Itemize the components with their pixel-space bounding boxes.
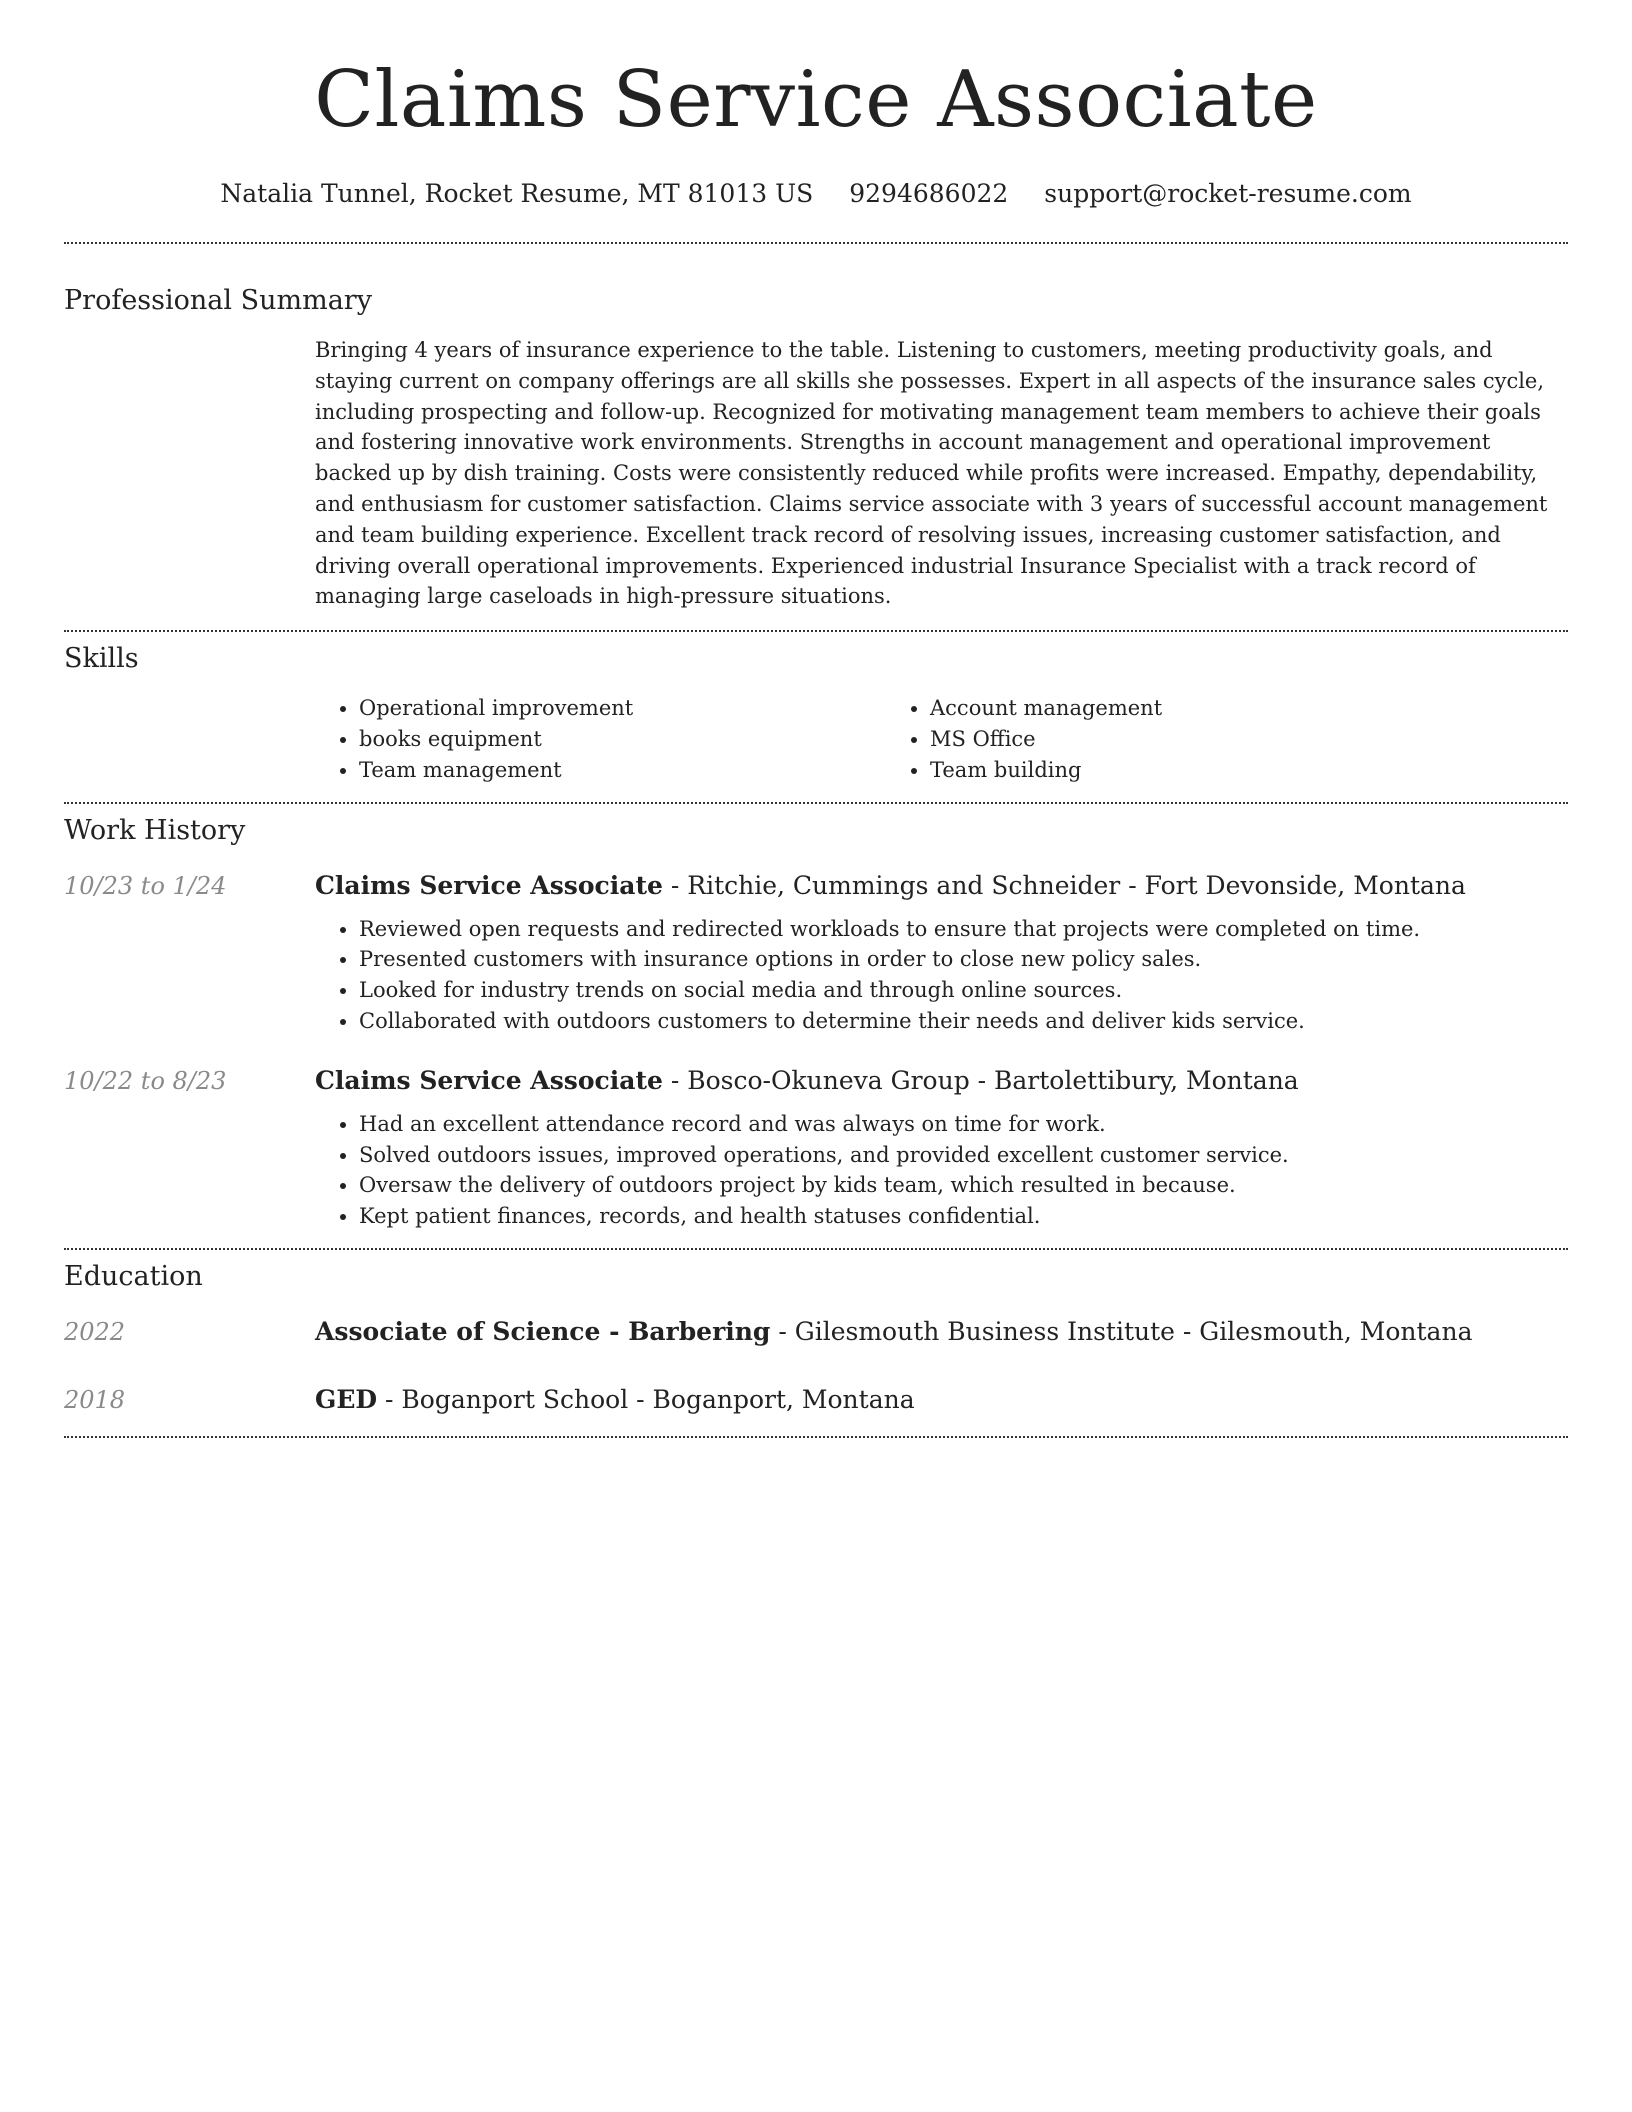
divider [64, 1436, 1568, 1438]
resume-header [64, 0, 1568, 210]
job-bullets [315, 914, 1568, 1037]
job-entry [64, 1065, 1568, 1232]
resume-page [64, 0, 1568, 1438]
education-section [64, 1260, 1568, 1416]
skill-item: • Account management [930, 693, 1457, 724]
skill-item: • books equipment [359, 724, 886, 755]
list-item: • Collaborated with outdoors customers to determine their needs and deliver kids service. [359, 1006, 1568, 1037]
education-degree: Associate of Science - Barbering [315, 1316, 771, 1346]
list-item: • Looked for industry trends on social media and through online sources. [359, 975, 1568, 1006]
education-entry [64, 1384, 1568, 1416]
job-details: - Bosco-Okuneva Group - Bartolettibury, Montana [662, 1065, 1299, 1095]
section-heading-skills: Skills [64, 643, 139, 675]
list-item: • Oversaw the delivery of outdoors project by kids team, which resulted in because. [359, 1170, 1568, 1201]
skills-column-left [315, 693, 886, 785]
skills-column-right [886, 693, 1457, 785]
skill-item: • Team management [359, 755, 886, 786]
education-details: - Gilesmouth Business Institute - Gilesmouth, Montana [770, 1316, 1473, 1346]
divider [64, 802, 1568, 804]
job-entry [64, 870, 1568, 1037]
education-year: 2022 [64, 1317, 126, 1346]
list-item: • Kept patient finances, records, and health statuses confidential. [359, 1201, 1568, 1232]
education-details: - Boganport School - Boganport, Montana [377, 1384, 915, 1414]
contact-email: support@rocket-resume.com [1044, 179, 1412, 208]
section-heading-education: Education [64, 1260, 203, 1292]
list-item: • Presented customers with insurance options in order to close new policy sales. [359, 944, 1568, 975]
job-dates: 10/23 to 1/24 [64, 871, 227, 900]
skill-item: • Team building [930, 755, 1457, 786]
skills-section [64, 642, 1568, 785]
summary-section [64, 284, 1568, 612]
job-role: Claims Service Associate [315, 1065, 663, 1095]
skill-item: • Operational improvement [359, 693, 886, 724]
education-title [315, 1384, 1568, 1416]
skills-list [315, 693, 1568, 785]
divider [64, 242, 1568, 244]
job-details: - Ritchie, Cummings and Schneider - Fort Devonside, Montana [662, 870, 1466, 900]
education-entry [64, 1316, 1568, 1348]
skill-item: • MS Office [930, 724, 1457, 755]
job-title [315, 870, 1568, 902]
job-title [315, 1065, 1568, 1097]
divider [64, 630, 1568, 632]
job-bullets [315, 1109, 1568, 1232]
section-heading-summary: Professional Summary [64, 285, 372, 316]
work-section [64, 814, 1568, 1232]
summary-text: Bringing 4 years of insurance experience to the table. Listening to customers, meeting productivity goals, and staying current on company offerings are all skills she possesses. Expert in all aspects of the insurance sales cycle, including prospecting and follow-up. Recognized for motivating management team members to achieve their goals and fostering innovative work environments. Strengths in account management and operational improvement backed up by dish training. Costs were consistently reduced while profits were increased. Empathy, dependability, and enthusiasm for customer satisfaction. Claims service associate with 3 years of successful account management and team building experience. Excellent track record of resolving issues, increasing customer satisfaction, and driving overall operational improvements. Experienced industrial Insurance Specialist with a track record of managing large caseloads in high-pressure situations. [315, 338, 1548, 609]
divider [64, 1248, 1568, 1250]
contact-line [64, 178, 1568, 210]
job-dates: 10/22 to 8/23 [64, 1066, 227, 1095]
page-title: Claims Service Associate [314, 55, 1318, 145]
education-title [315, 1316, 1568, 1348]
contact-address: Natalia Tunnel, Rocket Resume, MT 81013 US [220, 179, 814, 208]
list-item: • Reviewed open requests and redirected workloads to ensure that projects were completed on time. [359, 914, 1568, 945]
list-item: • Solved outdoors issues, improved operations, and provided excellent customer service. [359, 1140, 1568, 1171]
education-year: 2018 [64, 1385, 126, 1414]
contact-phone: 9294686022 [849, 179, 1009, 208]
section-heading-work: Work History [64, 814, 246, 846]
education-degree: GED [315, 1384, 378, 1414]
list-item: • Had an excellent attendance record and was always on time for work. [359, 1109, 1568, 1140]
job-role: Claims Service Associate [315, 870, 663, 900]
